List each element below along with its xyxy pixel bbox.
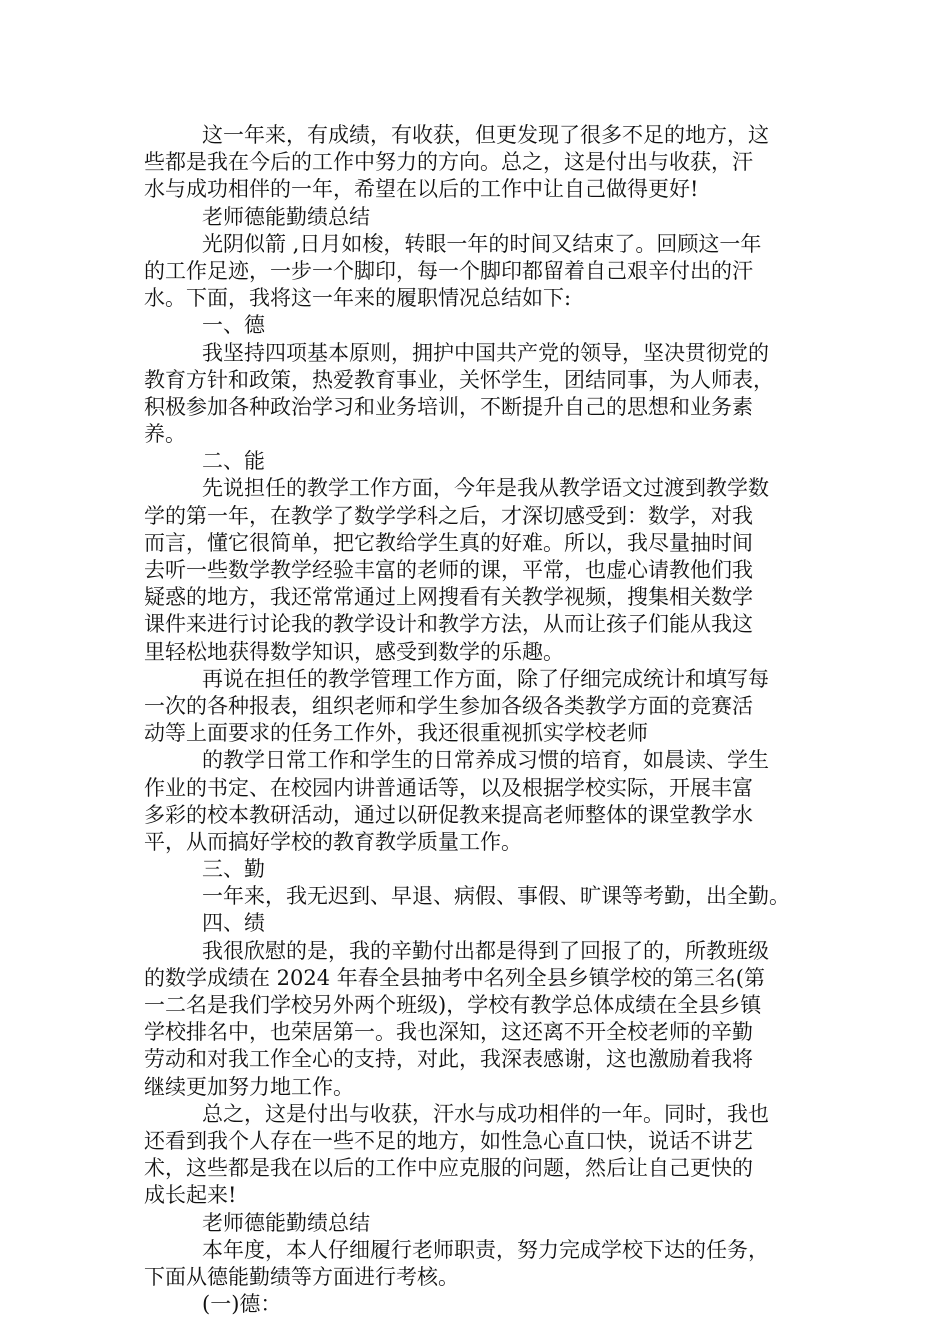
text-line: 先说担任的教学工作方面，今年是我从教学语文过渡到教学数 [202, 476, 769, 501]
text-line: 这一年来，有成绩，有收获，但更发现了很多不足的地方，这 [202, 123, 769, 147]
text-line: 老师德能勤绩总结 [202, 1210, 370, 1235]
document-body [144, 122, 820, 1318]
text-line: 劳动和对我工作全心的支持，对此，我深表感谢，这也激励着我将 [144, 1047, 753, 1072]
text-line: 的数学成绩在 2024 年春全县抽考中名列全县乡镇学校的第三名(第 [144, 965, 765, 990]
text-line: 本年度，本人仔细履行老师职责，努力完成学校下达的任务， [202, 1237, 769, 1262]
text-line: 积极参加各种政治学习和业务培训，不断提升自己的思想和业务素 [144, 394, 753, 419]
text-line: 下面从德能勤绩等方面进行考核。 [144, 1264, 459, 1289]
text-line: 养。 [144, 422, 186, 447]
text-line: 动等上面要求的任务工作外，我还很重视抓实学校老师 [144, 721, 648, 746]
text-line: 去听一些数学教学经验丰富的老师的课，平常，也虚心请教他们我 [144, 558, 753, 582]
text-line: 水。下面，我将这一年来的履职情况总结如下: [144, 286, 572, 311]
text-line: 还看到我个人存在一些不足的地方，如性急心直口快，说话不讲艺 [144, 1128, 753, 1153]
text-line: 成长起来! [144, 1183, 237, 1208]
text-line: 老师德能勤绩总结 [202, 204, 370, 229]
text-line: 学校排名中，也荣居第一。我也深知，这还离不开全校老师的辛勤 [144, 1020, 753, 1045]
text-line: 四、绩 [202, 911, 265, 936]
text-line: 疑惑的地方，我还常常通过上网搜看有关教学视频，搜集相关数学 [144, 585, 753, 610]
text-line: 我很欣慰的是，我的辛勤付出都是得到了回报了的，所教班级 [202, 938, 769, 963]
text-line: 水与成功相伴的一年，希望在以后的工作中让自己做得更好! [144, 177, 699, 202]
text-line: 学的第一年，在教学了数学学科之后，才深切感受到：数学，对我 [144, 503, 753, 528]
text-line: 二、能 [202, 449, 265, 474]
text-line: 平，从而搞好学校的教育教学质量工作。 [144, 829, 522, 854]
text-line: 一次的各种报表，组织老师和学生参加各级各类教学方面的竞赛活 [144, 693, 753, 718]
text-line: 再说在担任的教学管理工作方面，除了仔细完成统计和填写每 [202, 666, 769, 691]
text-line: 我坚持四项基本原则，拥护中国共产党的领导，坚决贯彻党的 [202, 340, 769, 365]
text-line: 里轻松地获得数学知识，感受到数学的乐趣。 [144, 639, 564, 664]
text-line: 的工作足迹，一步一个脚印，每一个脚印都留着自己艰辛付出的汗 [144, 258, 753, 283]
text-line: 总之，这是付出与收获，汗水与成功相伴的一年。同时，我也 [202, 1101, 769, 1126]
text-line: 一、德 [202, 313, 265, 338]
text-line: 一年来，我无迟到、早退、病假、事假、旷课等考勤，出全勤。 [202, 884, 790, 909]
text-line: 而言，懂它很简单，把它教给学生真的好难。所以，我尽量抽时间 [144, 530, 753, 555]
text-line: 一二名是我们学校另外两个班级)，学校有教学总体成绩在全县乡镇 [144, 993, 762, 1017]
text-line: (一)德： [202, 1292, 282, 1317]
text-line: 术，这些都是我在以后的工作中应克服的问题，然后让自己更快的 [144, 1156, 753, 1181]
text-line: 作业的书定、在校园内讲普通话等，以及根据学校实际，开展丰富 [144, 775, 753, 800]
text-line: 些都是我在今后的工作中努力的方向。总之，这是付出与收获，汗 [144, 150, 753, 175]
text-line: 三、勤 [202, 857, 265, 882]
text-line: 的教学日常工作和学生的日常养成习惯的培育，如晨读、学生 [202, 748, 769, 773]
text-line: 继续更加努力地工作。 [144, 1074, 354, 1099]
text-line: 课件来进行讨论我的教学设计和教学方法，从而让孩子们能从我这 [144, 612, 753, 637]
text-line: 多彩的校本教研活动，通过以研促教来提高老师整体的课堂教学水 [144, 802, 753, 827]
text-line: 教育方针和政策，热爱教育事业，关怀学生，团结同事，为人师表， [144, 367, 774, 392]
text-line: 光阴似箭 ,日月如梭，转眼一年的时间又结束了。回顾这一年 [202, 231, 762, 256]
